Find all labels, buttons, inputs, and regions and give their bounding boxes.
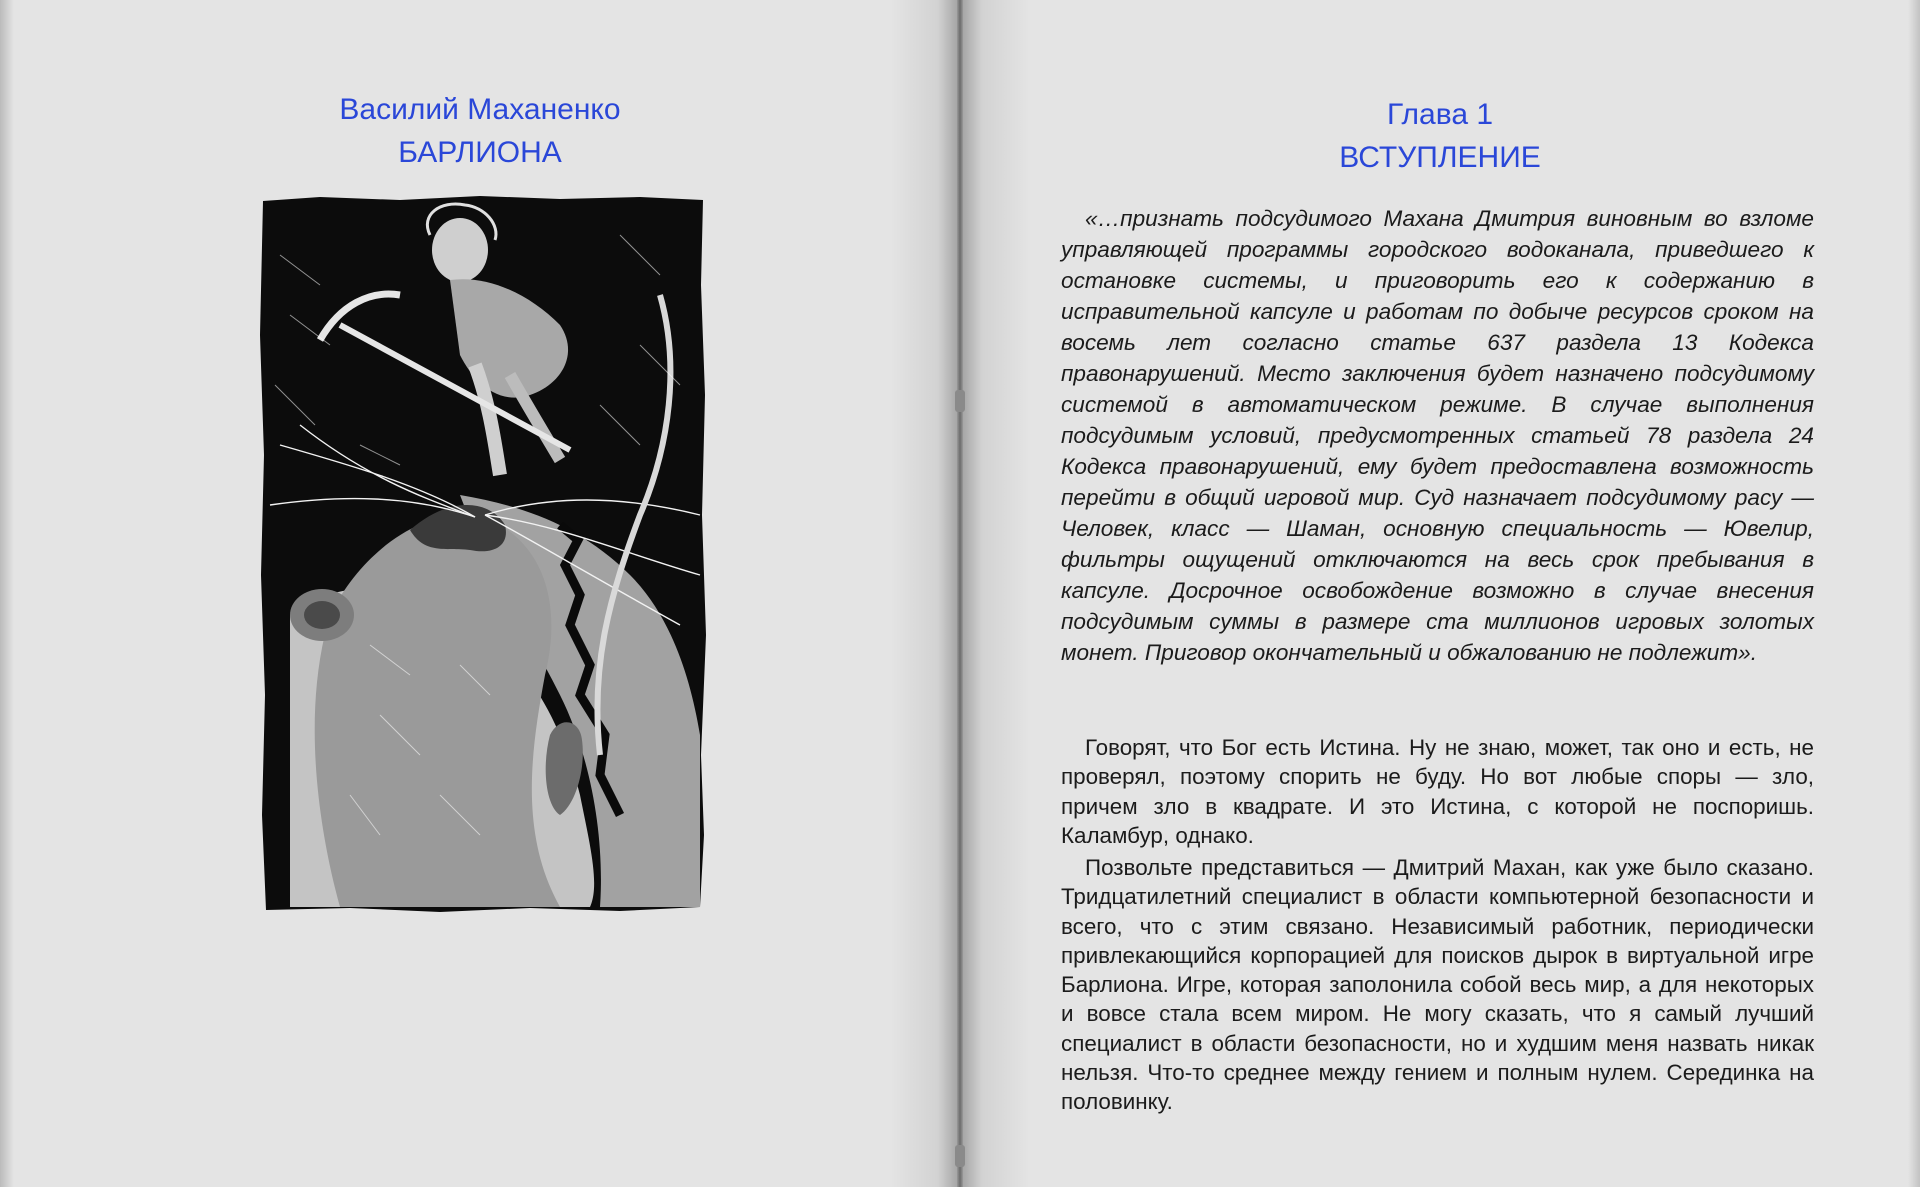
paragraph-text: Позвольте представиться — Дмитрий Махан, как уже было сказано. Тридцатилетний специалист в области компьютерной безопасности и всего, что с этим связано. Независимый работник, периодически привлекающийся корпорацией для поисков дырок в виртуальной игре Барлиона. Игре, которая заполонила собой весь мир, а для некоторых и вовсе стала всем миром. Не могу сказать, что я самый лучший специалист в области безопасности, но и худшим меня назвать никак нельзя. Что-то среднее между гением и полным нулем. Серединка на половинку.	[1061, 855, 1814, 1115]
chapter-title: ВСТУПЛЕНИЕ	[1339, 141, 1541, 174]
book-title: БАРЛИОНА	[398, 136, 562, 169]
chapter-heading	[960, 93, 1920, 179]
author-name: Василий Маханенко	[339, 93, 621, 126]
verdict-quote	[1061, 203, 1814, 668]
verdict-quote-text: «…признать подсудимого Махана Дмитрия виновным во взломе управляющей программы городского водоканала, приведшего к остановке системы, и приговорить его к содержанию в исправительной капсуле и работам по добыче ресурсов сроком на восемь лет согласно статье 637 раздела 13 Кодекса правонарушений. Место заключения будет назначено подсудимому системой в автоматическом режиме. В случае выполнения подсудимым условий, предусмотренных статьей 78 раздела 24 Кодекса правонарушений, ему будет предоставлена возможность перейти в общий игровой мир. Суд назначает подсудимому расу — Человек, класс — Шаман, основную специальность — Ювелир, фильтры ощущений отключаются на весь срок пребывания в капсуле. Досрочное освобождение возможно в случае внесения подсудимым суммы в размере ста миллионов игровых золотых монет. Приговор окончательный и обжалованию не подлежит».	[1061, 206, 1814, 665]
paragraph-text: Говорят, что Бог есть Истина. Ну не знаю, может, так оно и есть, не проверял, поэтому спорить не буду. Но вот любые споры — зло, причем зло в квадрате. И это Истина, с которой не поспоришь. Каламбур, однако.	[1061, 735, 1814, 848]
cover-illustration	[260, 195, 706, 912]
paragraph	[1061, 853, 1814, 1117]
chapter-number: Глава 1	[1386, 98, 1494, 131]
paragraph	[1061, 733, 1814, 850]
book-heading	[0, 88, 960, 174]
spine-marker	[955, 1145, 965, 1167]
spine-marker	[955, 390, 965, 412]
